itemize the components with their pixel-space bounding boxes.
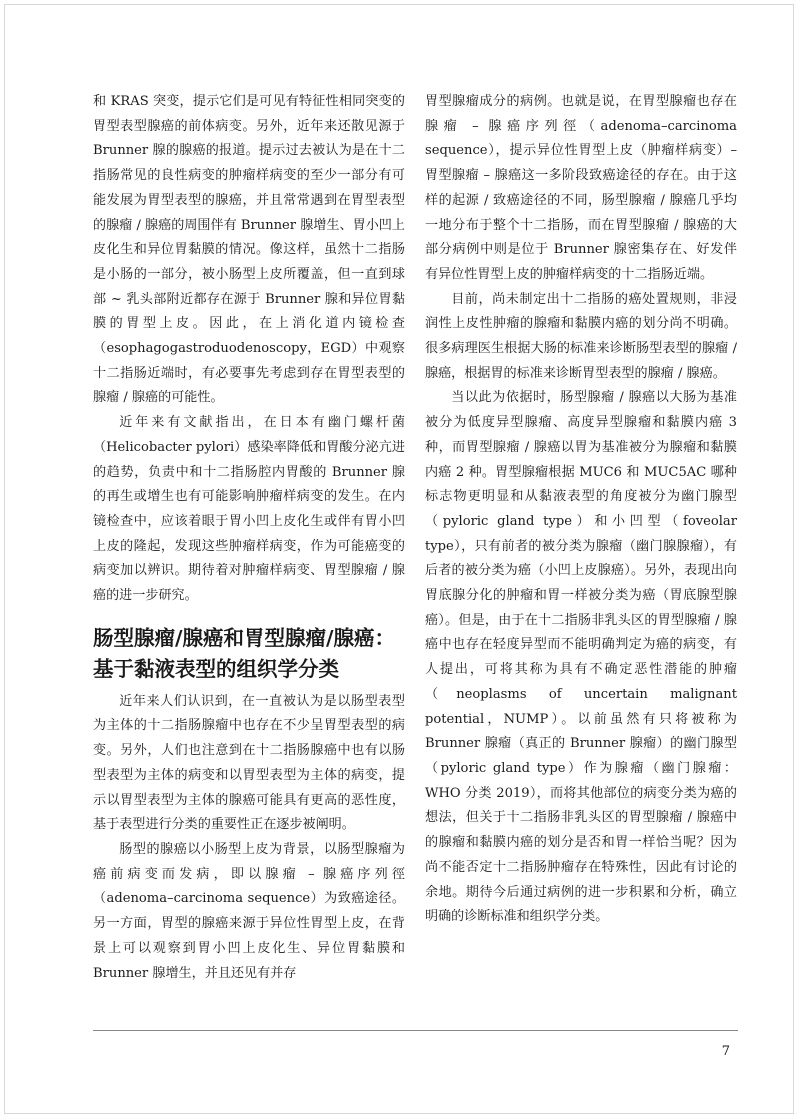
paragraph: 当以此为依据时，肠型腺瘤 / 腺癌以大肠为基准被分为低度异型腺瘤、高度异型腺瘤和黏膜内癌 3 种，而胃型腺瘤 / 腺癌以胃为基准被分为腺瘤和黏膜内癌 2 种。胃型腺瘤根据 MUC6 和 MUC5AC 哪种标志物更明显和从黏液表型的角度被分为幽门腺型（pyloric gland type）和小凹型（foveolar type），只有前者的被分类为腺瘤（幽门腺腺瘤），有后者的被分类为癌（小凹上皮腺癌）。另外，表现出向胃底腺分化的肿瘤和胃一样被分类为癌（胃底腺型腺癌）。但是，由于在十二指肠非乳头区的胃型腺瘤 / 腺癌中也存在轻度异型而不能明确判定为癌的病变，有人提出，可将其称为具有不确定恶性潜能的肿瘤（neoplasms of uncertain malignant potential，NUMP）。以前虽然有只将被称为 Brunner 腺瘤（真正的 Brunner 腺瘤）的幽门腺型（pyloric gland type）作为腺瘤（幽门腺瘤：WHO 分类 2019），而将其他部位的病变分类为癌的想法，但关于十二指肠非乳头区的胃型腺瘤 / 腺癌中的腺瘤和黏膜内癌的划分是否和胃一样恰当呢？因为尚不能否定十二指肠肿瘤存在特殊性，因此有讨论的余地。期待今后通过病例的进一步积累和分析，确立明确的诊断标准和组织学分类。 [425, 390, 737, 925]
right-column [425, 90, 737, 930]
paragraph: 目前，尚未制定出十二指肠的癌处置规则，非浸润性上皮性肿瘤的腺瘤和黏膜内癌的划分尚不明确。很多病理医生根据大肠的标准来诊断肠型表型的腺瘤 / 腺癌，根据胃的标准来诊断胃型表型的腺瘤 / 腺癌。 [425, 291, 737, 381]
paragraph: 近年来有文献指出，在日本有幽门螺杆菌（Helicobacter pylori）感染率降低和胃酸分泌亢进的趋势，负责中和十二指肠腔内胃酸的 Brunner 腺的再生或增生也有可能影响肿瘤样病变的发生。在内镜检查中，应该着眼于胃小凹上皮化生或伴有胃小凹上皮的隆起，发现这些肿瘤样病变，作为可能癌变的病变加以辨识。期待着对肿瘤样病变、胃型腺瘤 / 腺癌的进一步研究。 [93, 415, 405, 604]
left-column [93, 90, 405, 986]
section-heading: 肠型腺瘤/腺癌和胃型腺瘤/腺癌：基于黏液表型的组织学分类 [93, 625, 395, 681]
page-number: 7 [721, 1044, 730, 1059]
paragraph: 和 KRAS 突变，提示它们是可见有特征性相同突变的胃型表型腺癌的前体病变。另外，近年来还散见源于 Brunner 腺的腺癌的报道。提示过去被认为是在十二指肠常见的良性病变的肿瘤样病变的至少一部分有可能发展为胃型表型的腺癌，并且常常遇到在胃型表型的腺瘤 / 腺癌的周围伴有 Brunner 腺增生、胃小凹上皮化生和异位胃黏膜的情况。像这样，虽然十二指肠是小肠的一部分，被小肠型上皮所覆盖，但一直到球部 ~ 乳头部附近都存在源于 Brunner 腺和异位胃黏膜的胃型上皮。因此，在上消化道内镜检查（esophagogastroduodenoscopy，EGD）中观察十二指肠近端时，有必要事先考虑到存在胃型表型的腺瘤 / 腺癌的可能性。 [93, 94, 405, 406]
paragraph: 胃型腺瘤成分的病例。也就是说，在胃型腺瘤也存在腺瘤 – 腺癌序列徑（adenoma–carcinoma sequence），提示异位性胃型上皮（肿瘤样病变）– 胃型腺瘤 – 腺癌这一多阶段致癌途径的存在。由于这样的起源 / 致癌途径的不同，肠型腺瘤 / 腺癌几乎均一地分布于整个十二指肠，而在胃型腺瘤 / 腺癌的大部分病例中则是位于 Brunner 腺密集存在、好发伴有异位性胃型上皮的肿瘤样病变的十二指肠近端。 [425, 94, 737, 282]
paragraph: 肠型的腺癌以小肠型上皮为背景，以肠型腺瘤为癌前病变而发病，即以腺瘤 – 腺癌序列徑（adenoma–carcinoma sequence）为致癌途径。另一方面，胃型的腺癌来源于异位性胃型上皮，在背景上可以观察到胃小凹上皮化生、异位胃黏膜和 Brunner 腺增生，并且还见有并存 [93, 841, 405, 981]
paragraph: 近年来人们认识到，在一直被认为是以肠型表型为主体的十二指肠腺瘤中也存在不少呈胃型表型的病变。另外，人们也注意到在十二指肠腺癌中也有以肠型表型为主体的病变和以胃型表型为主体的病变，提示以胃型表型为主体的腺癌可能具有更高的恶性度，基于表型进行分类的重要性正在逐步被阐明。 [93, 693, 405, 833]
footer-divider [93, 1030, 738, 1031]
